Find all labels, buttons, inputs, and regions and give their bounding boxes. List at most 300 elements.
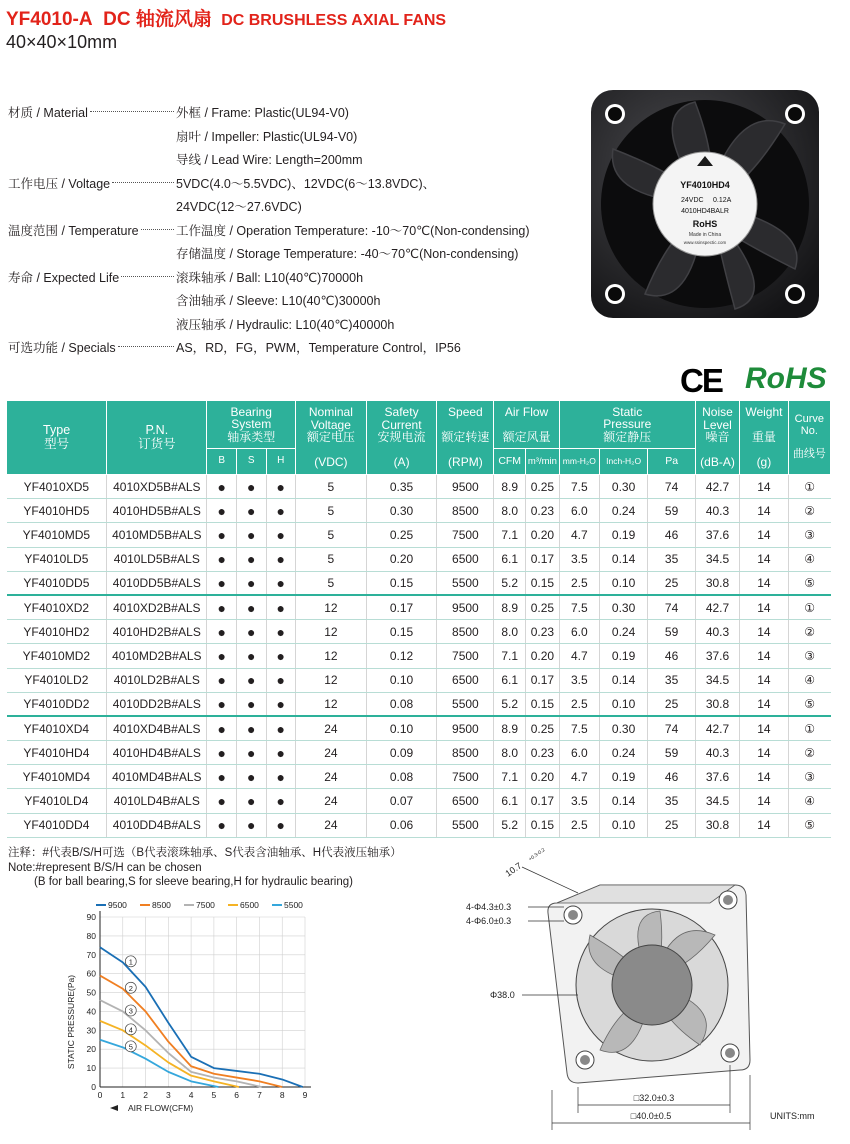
col-pressure-pa: Pa	[648, 449, 695, 475]
table-cell: 4010MD5B#ALS	[107, 523, 207, 547]
table-row	[7, 741, 831, 765]
table-cell: ●	[266, 668, 296, 692]
col-bearing-h: H	[266, 449, 296, 475]
table-cell: 0.10	[599, 571, 648, 595]
table-cell: ●	[236, 716, 266, 740]
table-cell: ①	[788, 595, 830, 619]
table-cell: 7500	[437, 523, 494, 547]
table-cell: 2.5	[559, 571, 599, 595]
table-cell: 0.15	[526, 813, 560, 837]
table-cell: ●	[266, 571, 296, 595]
table-cell: ④	[788, 789, 830, 813]
table-cell: 14	[740, 668, 789, 692]
table-row	[7, 475, 831, 499]
table-cell: 0.17	[526, 668, 560, 692]
table-cell: 9500	[437, 475, 494, 499]
table-cell: 0.17	[526, 789, 560, 813]
col-noise: Noise Level 噪音 (dB-A)	[695, 401, 739, 475]
table-cell: 0.23	[526, 741, 560, 765]
table-cell: ●	[207, 571, 237, 595]
table-cell: 8.9	[494, 595, 526, 619]
table-cell: 6.0	[559, 620, 599, 644]
table-cell: 37.6	[695, 765, 739, 789]
dim-hole2: 4-Φ6.0±0.3	[466, 916, 512, 926]
table-cell: YF4010LD5	[7, 547, 107, 571]
table-cell: 8.9	[494, 716, 526, 740]
spec-label: 寿命 / Expected Life	[8, 270, 120, 285]
table-cell: ●	[207, 668, 237, 692]
series-line	[100, 1040, 218, 1087]
table-cell: 42.7	[695, 475, 739, 499]
table-cell: 5500	[437, 692, 494, 716]
x-axis-label: AIR FLOW(CFM)	[128, 1103, 194, 1113]
table-cell: 6500	[437, 547, 494, 571]
table-cell: 4010HD5B#ALS	[107, 499, 207, 523]
y-tick-label: 80	[86, 930, 96, 941]
table-cell: YF4010DD2	[7, 692, 107, 716]
table-row	[7, 789, 831, 813]
table-cell: 9500	[437, 595, 494, 619]
table-cell: 0.12	[366, 644, 437, 668]
col-speed: Speed 额定转速 (RPM)	[437, 401, 494, 475]
table-cell: 8500	[437, 741, 494, 765]
table-cell: 0.10	[366, 668, 437, 692]
dim-size: □40.0±0.5	[630, 1111, 672, 1121]
table-cell: 46	[648, 765, 695, 789]
table-cell: 40.3	[695, 620, 739, 644]
table-cell: 0.09	[366, 741, 437, 765]
table-cell: 0.30	[599, 595, 648, 619]
table-cell: ⑤	[788, 813, 830, 837]
col-bearing-b: B	[207, 449, 237, 475]
table-cell: ●	[207, 741, 237, 765]
table-cell: YF4010XD4	[7, 716, 107, 740]
table-cell: YF4010XD5	[7, 475, 107, 499]
table-cell: ●	[207, 523, 237, 547]
table-cell: 30.8	[695, 692, 739, 716]
x-tick-label: 1	[120, 1090, 126, 1100]
x-tick-label: 2	[143, 1090, 148, 1100]
spec-label: 工作电压 / Voltage	[8, 176, 111, 191]
table-cell: 35	[648, 789, 695, 813]
table-cell: ●	[207, 789, 237, 813]
table-cell: 14	[740, 499, 789, 523]
table-cell: 5500	[437, 813, 494, 837]
table-cell: YF4010MD5	[7, 523, 107, 547]
dim-pitch: □32.0±0.3	[633, 1093, 675, 1103]
photo-label-pn: 4010HD4BALR	[681, 208, 729, 215]
table-cell: ●	[266, 692, 296, 716]
table-cell: YF4010MD4	[7, 765, 107, 789]
table-cell: 0.15	[526, 692, 560, 716]
table-cell: 35	[648, 668, 695, 692]
y-tick-label: 0	[91, 1082, 96, 1092]
spec-specials	[8, 337, 530, 361]
table-cell: 0.10	[366, 716, 437, 740]
table-cell: 5.2	[494, 813, 526, 837]
table-cell: 4010DD2B#ALS	[107, 692, 207, 716]
table-cell: 0.10	[599, 692, 648, 716]
table-cell: YF4010DD4	[7, 813, 107, 837]
table-row	[7, 523, 831, 547]
table-cell: 12	[296, 644, 367, 668]
col-airflow-m3: m³/min	[526, 449, 560, 475]
table-cell: ●	[207, 765, 237, 789]
table-cell: 14	[740, 475, 789, 499]
table-cell: YF4010LD4	[7, 789, 107, 813]
table-cell: ●	[207, 716, 237, 740]
table-cell: YF4010MD2	[7, 644, 107, 668]
table-cell: 0.15	[366, 620, 437, 644]
table-cell: ●	[236, 547, 266, 571]
table-cell: 4010HD4B#ALS	[107, 741, 207, 765]
table-row	[7, 499, 831, 523]
table-cell: 14	[740, 571, 789, 595]
table-cell: 0.25	[526, 475, 560, 499]
table-cell: ●	[236, 813, 266, 837]
table-cell: 42.7	[695, 595, 739, 619]
table-cell: ③	[788, 765, 830, 789]
table-cell: ●	[266, 475, 296, 499]
col-pn: P.N. 订货号	[107, 401, 207, 475]
photo-label-rohs: RoHS	[692, 219, 718, 229]
table-cell: ④	[788, 668, 830, 692]
table-cell: 46	[648, 644, 695, 668]
table-cell: 14	[740, 547, 789, 571]
col-type: Type 型号	[7, 401, 107, 475]
table-cell: 0.25	[366, 523, 437, 547]
table-cell: ②	[788, 620, 830, 644]
table-cell: 4010DD4B#ALS	[107, 813, 207, 837]
table-cell: 0.25	[526, 595, 560, 619]
table-cell: ●	[236, 668, 266, 692]
table-row	[7, 644, 831, 668]
drawing-fan-body	[548, 885, 750, 1083]
table-cell: 8500	[437, 620, 494, 644]
table-cell: 6500	[437, 668, 494, 692]
table-cell: 4010XD4B#ALS	[107, 716, 207, 740]
table-row	[7, 595, 831, 619]
table-cell: ●	[207, 620, 237, 644]
table-cell: 4010LD4B#ALS	[107, 789, 207, 813]
fan-product-photo	[585, 84, 825, 324]
table-cell: ●	[236, 644, 266, 668]
x-tick-label: 7	[257, 1090, 262, 1100]
table-row	[7, 620, 831, 644]
table-cell: 0.30	[366, 499, 437, 523]
table-cell: 0.30	[599, 475, 648, 499]
table-cell: 0.14	[599, 668, 648, 692]
table-cell: 5	[296, 547, 367, 571]
table-cell: 0.20	[526, 523, 560, 547]
table-cell: 7500	[437, 765, 494, 789]
table-cell: YF4010LD2	[7, 668, 107, 692]
spec-life	[8, 267, 530, 338]
table-cell: 46	[648, 523, 695, 547]
table-cell: 5	[296, 475, 367, 499]
dim-hole1: 4-Φ4.3±0.3	[466, 902, 512, 912]
y-tick-label: 30	[86, 1025, 96, 1036]
col-pressure-mm: mm-H₂O	[559, 449, 599, 475]
table-cell: 8.0	[494, 499, 526, 523]
table-cell: 14	[740, 716, 789, 740]
table-cell: ⑤	[788, 571, 830, 595]
title-cn: DC 轴流风扇	[103, 9, 212, 30]
table-cell: 74	[648, 595, 695, 619]
curve-label: 5	[128, 1042, 133, 1052]
table-cell: 3.5	[559, 547, 599, 571]
table-cell: 0.08	[366, 692, 437, 716]
legend-label: 8500	[152, 900, 171, 910]
x-tick-label: 3	[165, 1090, 171, 1100]
table-cell: ●	[266, 716, 296, 740]
table-cell: 0.20	[366, 547, 437, 571]
table-cell: 5	[296, 571, 367, 595]
table-cell: 4010XD5B#ALS	[107, 475, 207, 499]
rohs-mark: RoHS	[745, 362, 827, 395]
table-cell: 74	[648, 716, 695, 740]
table-row	[7, 571, 831, 595]
table-cell: 25	[648, 571, 695, 595]
table-cell: 0.07	[366, 789, 437, 813]
table-cell: 7.1	[494, 523, 526, 547]
series-line	[100, 1000, 262, 1087]
table-cell: ●	[207, 595, 237, 619]
table-cell: YF4010HD2	[7, 620, 107, 644]
col-pressure: Static Pressure 额定静压	[559, 401, 695, 449]
table-cell: 2.5	[559, 813, 599, 837]
table-cell: 2.5	[559, 692, 599, 716]
spec-value: 外框 / Frame: Plastic(UL94-V0)	[176, 106, 349, 120]
table-cell: 7.5	[559, 475, 599, 499]
x-tick-label: 4	[188, 1090, 194, 1100]
legend-label: 6500	[240, 900, 259, 910]
table-cell: ●	[207, 547, 237, 571]
table-cell: 4010LD2B#ALS	[107, 668, 207, 692]
spec-value: 导线 / Lead Wire: Length=200mm	[176, 153, 363, 167]
table-cell: ●	[266, 644, 296, 668]
table-cell: 4.7	[559, 523, 599, 547]
spec-value: 扇叶 / Impeller: Plastic(UL94-V0)	[176, 129, 358, 144]
spec-value: 含油轴承 / Sleeve: L10(40℃)30000h	[176, 294, 381, 308]
table-cell: 0.23	[526, 620, 560, 644]
table-cell: ●	[236, 692, 266, 716]
y-tick-label: 60	[86, 968, 96, 979]
table-row	[7, 716, 831, 740]
x-tick-label: 9	[302, 1090, 308, 1100]
table-cell: 37.6	[695, 523, 739, 547]
table-cell: 6.1	[494, 789, 526, 813]
table-cell: 0.15	[526, 571, 560, 595]
spec-label: 可选功能 / Specials	[8, 341, 116, 355]
table-cell: ●	[266, 499, 296, 523]
notes	[8, 846, 402, 890]
table-cell: 0.20	[526, 765, 560, 789]
table-cell: 30.8	[695, 571, 739, 595]
table-cell: 0.23	[526, 499, 560, 523]
table-cell: 12	[296, 595, 367, 619]
table-cell: ●	[236, 523, 266, 547]
legend-label: 7500	[196, 900, 215, 910]
table-cell: 5.2	[494, 571, 526, 595]
table-cell: ●	[266, 765, 296, 789]
spec-value: 滚珠轴承 / Ball: L10(40℃)70000h	[176, 270, 364, 285]
table-cell: 74	[648, 475, 695, 499]
spec-value: 24VDC(12～27.6VDC)	[176, 200, 302, 214]
table-cell: 6.1	[494, 668, 526, 692]
table-cell: 4010MD2B#ALS	[107, 644, 207, 668]
table-cell: 4010MD4B#ALS	[107, 765, 207, 789]
table-cell: 4.7	[559, 765, 599, 789]
curve-label: 1	[128, 957, 133, 967]
spec-label: 温度范围 / Temperature	[8, 223, 139, 238]
note-en-detail: (B for ball bearing,S for sleeve bearing,H for hydraulic bearing)	[34, 876, 353, 888]
page-title	[6, 4, 446, 31]
note-cn: 注释：#代表B/S/H可选（B代表滚珠轴承、S代表含油轴承、H代表液压轴承）	[8, 847, 402, 859]
table-cell: ⑤	[788, 692, 830, 716]
table-cell: 14	[740, 644, 789, 668]
spec-value: AS，RD，FG，PWM，Temperature Control，IP56	[176, 341, 461, 355]
table-cell: 59	[648, 499, 695, 523]
table-cell: 4010HD2B#ALS	[107, 620, 207, 644]
table-cell: 25	[648, 692, 695, 716]
table-cell: 0.24	[599, 741, 648, 765]
table-cell: 59	[648, 620, 695, 644]
table-cell: ④	[788, 547, 830, 571]
table-cell: ●	[236, 789, 266, 813]
table-cell: YF4010DD5	[7, 571, 107, 595]
spec-value: 5VDC(4.0～5.5VDC)、12VDC(6～13.8VDC)、	[176, 176, 436, 191]
table-cell: 0.08	[366, 765, 437, 789]
table-cell: 6.0	[559, 499, 599, 523]
table-cell: 0.19	[599, 523, 648, 547]
table-cell: ●	[266, 813, 296, 837]
table-cell: 37.6	[695, 644, 739, 668]
col-bearing: Bearing System 轴承类型	[207, 401, 296, 449]
curve-label: 4	[128, 1025, 133, 1035]
size-subtitle: 40×40×10mm	[6, 32, 118, 52]
title-model: YF4010-A	[6, 9, 92, 30]
col-curve: Curve No. 曲线号	[788, 401, 830, 475]
table-cell: 14	[740, 765, 789, 789]
table-row	[7, 668, 831, 692]
table-cell: 14	[740, 741, 789, 765]
col-weight: Weight 重量 (g)	[740, 401, 789, 475]
curve-label: 2	[128, 983, 133, 993]
dim-depth-tol: +0.3-0.2	[527, 847, 547, 863]
table-cell: 7.1	[494, 765, 526, 789]
table-cell: 6.0	[559, 741, 599, 765]
spec-label: 材质 / Material	[8, 106, 88, 120]
table-cell: 5.2	[494, 692, 526, 716]
table-cell: ③	[788, 644, 830, 668]
table-cell: ●	[236, 595, 266, 619]
photo-label-voltage: 24VDC	[681, 197, 704, 204]
table-cell: 0.24	[599, 499, 648, 523]
table-cell: 6.1	[494, 547, 526, 571]
table-cell: 34.5	[695, 668, 739, 692]
legend-label: 9500	[108, 900, 127, 910]
table-cell: 14	[740, 789, 789, 813]
table-cell: 14	[740, 523, 789, 547]
col-bearing-s: S	[236, 449, 266, 475]
table-cell: YF4010HD4	[7, 741, 107, 765]
photo-label-model: YF4010HD4	[680, 180, 730, 190]
table-cell: 6500	[437, 789, 494, 813]
table-cell: 0.10	[599, 813, 648, 837]
curve-label: 3	[128, 1006, 133, 1016]
table-cell: 30.8	[695, 813, 739, 837]
table-cell: 24	[296, 789, 367, 813]
table-cell: ③	[788, 523, 830, 547]
table-cell: 59	[648, 741, 695, 765]
table-cell: YF4010XD2	[7, 595, 107, 619]
col-pressure-inch: Inch-H₂O	[599, 449, 648, 475]
dim-dia: Φ38.0	[490, 990, 515, 1000]
y-tick-label: 40	[86, 1006, 96, 1017]
table-cell: 0.14	[599, 547, 648, 571]
table-row	[7, 813, 831, 837]
table-cell: 25	[648, 813, 695, 837]
table-cell: ①	[788, 716, 830, 740]
table-cell: 12	[296, 668, 367, 692]
photo-label-current: 0.12A	[713, 197, 732, 204]
spec-list	[8, 102, 530, 361]
table-cell: 8500	[437, 499, 494, 523]
table-cell: 24	[296, 716, 367, 740]
y-tick-label: 90	[86, 912, 96, 922]
col-airflow-cfm: CFM	[494, 449, 526, 475]
table-cell: ●	[266, 523, 296, 547]
table-cell: 14	[740, 595, 789, 619]
table-cell: 0.17	[366, 595, 437, 619]
col-voltage: Nominal Voltage 额定电压 (VDC)	[296, 401, 367, 475]
table-cell: 0.17	[526, 547, 560, 571]
x-tick-label: 0	[97, 1090, 103, 1100]
table-cell: ●	[207, 644, 237, 668]
x-axis-arrow-icon	[110, 1105, 118, 1111]
table-cell: 5500	[437, 571, 494, 595]
table-cell: ●	[266, 789, 296, 813]
table-cell: ②	[788, 499, 830, 523]
table-cell: 0.25	[526, 716, 560, 740]
spec-temperature	[8, 220, 530, 267]
table-cell: ●	[207, 475, 237, 499]
spec-table	[6, 400, 831, 838]
table-cell: 12	[296, 620, 367, 644]
table-cell: 0.14	[599, 789, 648, 813]
table-cell: 0.19	[599, 644, 648, 668]
table-cell: ●	[236, 741, 266, 765]
table-cell: ●	[236, 571, 266, 595]
table-cell: ●	[236, 499, 266, 523]
table-cell: ●	[207, 499, 237, 523]
table-cell: ●	[266, 741, 296, 765]
table-cell: ②	[788, 741, 830, 765]
table-cell: 8.0	[494, 620, 526, 644]
table-cell: 14	[740, 620, 789, 644]
table-cell: 14	[740, 692, 789, 716]
table-cell: 12	[296, 692, 367, 716]
table-cell: 0.30	[599, 716, 648, 740]
dim-depth: 10.7	[503, 860, 524, 879]
table-cell: 34.5	[695, 547, 739, 571]
table-cell: 7.5	[559, 595, 599, 619]
table-cell: 7.5	[559, 716, 599, 740]
table-cell: 14	[740, 813, 789, 837]
table-cell: 24	[296, 813, 367, 837]
units-label: UNITS:mm	[770, 1111, 815, 1121]
